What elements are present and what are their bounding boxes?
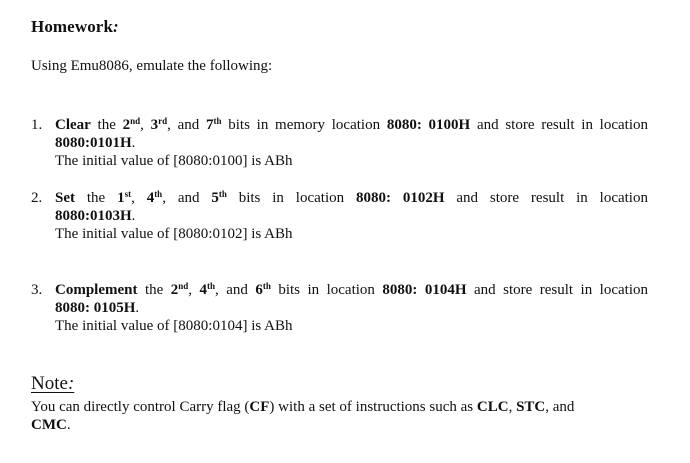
memory-location: 8080: 0100H xyxy=(386,117,471,133)
text-span: . xyxy=(135,300,140,316)
instruction-cmc: CMC xyxy=(31,417,67,433)
ordinal-suffix: th xyxy=(218,189,227,199)
text-span: , xyxy=(131,190,147,206)
text-span: , and xyxy=(215,282,256,298)
note-title-text: Note xyxy=(31,373,68,394)
bit-number: 2 xyxy=(122,117,131,133)
task-line xyxy=(55,116,648,134)
text-span: , xyxy=(188,282,200,298)
task-item-1 xyxy=(31,116,648,170)
text-span: , xyxy=(140,117,151,133)
result-location: 8080: 0105H xyxy=(55,300,136,316)
carry-flag-abbr: CF xyxy=(249,399,270,415)
bit-number: 1 xyxy=(117,190,125,206)
bit-number: 4 xyxy=(199,282,207,298)
bit-number: 5 xyxy=(211,190,219,206)
text-span: the xyxy=(75,190,118,206)
task-verb: Set xyxy=(55,190,75,206)
item-number: 1. xyxy=(31,117,43,133)
text-span: the xyxy=(90,117,123,133)
text-span: the xyxy=(137,282,171,298)
memory-location: 8080: 0104H xyxy=(382,282,467,298)
item-number: 3. xyxy=(31,282,43,298)
memory-location: 8080: 0102H xyxy=(355,190,445,206)
task-item-3 xyxy=(31,281,648,335)
ordinal-suffix: th xyxy=(207,281,216,291)
title-text: Homework xyxy=(31,17,114,36)
bit-number: 4 xyxy=(146,190,155,206)
text-span: bits in memory location xyxy=(221,117,387,133)
task-line xyxy=(55,281,648,299)
text-span: . xyxy=(131,208,136,224)
note-heading xyxy=(31,373,74,395)
ordinal-suffix: th xyxy=(262,281,271,291)
bit-number: 3 xyxy=(150,117,159,133)
task-verb: Complement xyxy=(55,282,138,298)
result-line xyxy=(55,207,648,225)
ordinal-suffix: th xyxy=(154,189,163,199)
text-span: ) with a set of instructions such as xyxy=(269,399,477,415)
bit-number: 6 xyxy=(255,282,263,298)
text-span: and store result in location xyxy=(444,190,648,206)
text-span: . xyxy=(66,417,71,433)
task-verb: Clear xyxy=(55,117,91,133)
result-location: 8080:0103H xyxy=(55,208,132,224)
text-span: , and xyxy=(545,399,575,415)
text-span: and store result in location xyxy=(466,282,648,298)
initial-value-text: The initial value of [8080:0102] is ABh xyxy=(55,226,293,242)
ordinal-suffix: nd xyxy=(178,281,189,291)
text-span: , and xyxy=(167,117,206,133)
title-colon: : xyxy=(113,17,119,36)
note-text xyxy=(31,398,631,434)
ordinal-suffix: rd xyxy=(158,116,168,126)
text-span: bits in location xyxy=(270,282,383,298)
ordinal-suffix: nd xyxy=(130,116,141,126)
initial-value-text: The initial value of [8080:0104] is ABh xyxy=(55,318,293,334)
task-line xyxy=(55,189,648,207)
item-number: 2. xyxy=(31,190,43,206)
bit-number: 7 xyxy=(206,117,214,133)
text-span: , xyxy=(508,399,517,415)
result-location: 8080:0101H xyxy=(55,135,132,151)
task-item-2 xyxy=(31,189,648,243)
note-colon: : xyxy=(67,373,75,394)
ordinal-suffix: st xyxy=(124,189,132,199)
ordinal-suffix: th xyxy=(213,116,222,126)
result-line xyxy=(55,134,648,152)
bit-number: 2 xyxy=(170,282,179,298)
text-span: , and xyxy=(162,190,212,206)
instruction-stc: STC xyxy=(516,399,546,415)
intro-text: Using Emu8086, emulate the following: xyxy=(31,58,273,74)
result-line xyxy=(55,299,648,317)
text-span: . xyxy=(131,135,136,151)
initial-value-text: The initial value of [8080:0100] is ABh xyxy=(55,153,293,169)
text-span: bits in location xyxy=(226,190,356,206)
page-title xyxy=(31,17,119,37)
instruction-clc: CLC xyxy=(476,399,509,415)
text-span: You can directly control Carry flag ( xyxy=(31,399,250,415)
text-span: and store result in location xyxy=(470,117,648,133)
